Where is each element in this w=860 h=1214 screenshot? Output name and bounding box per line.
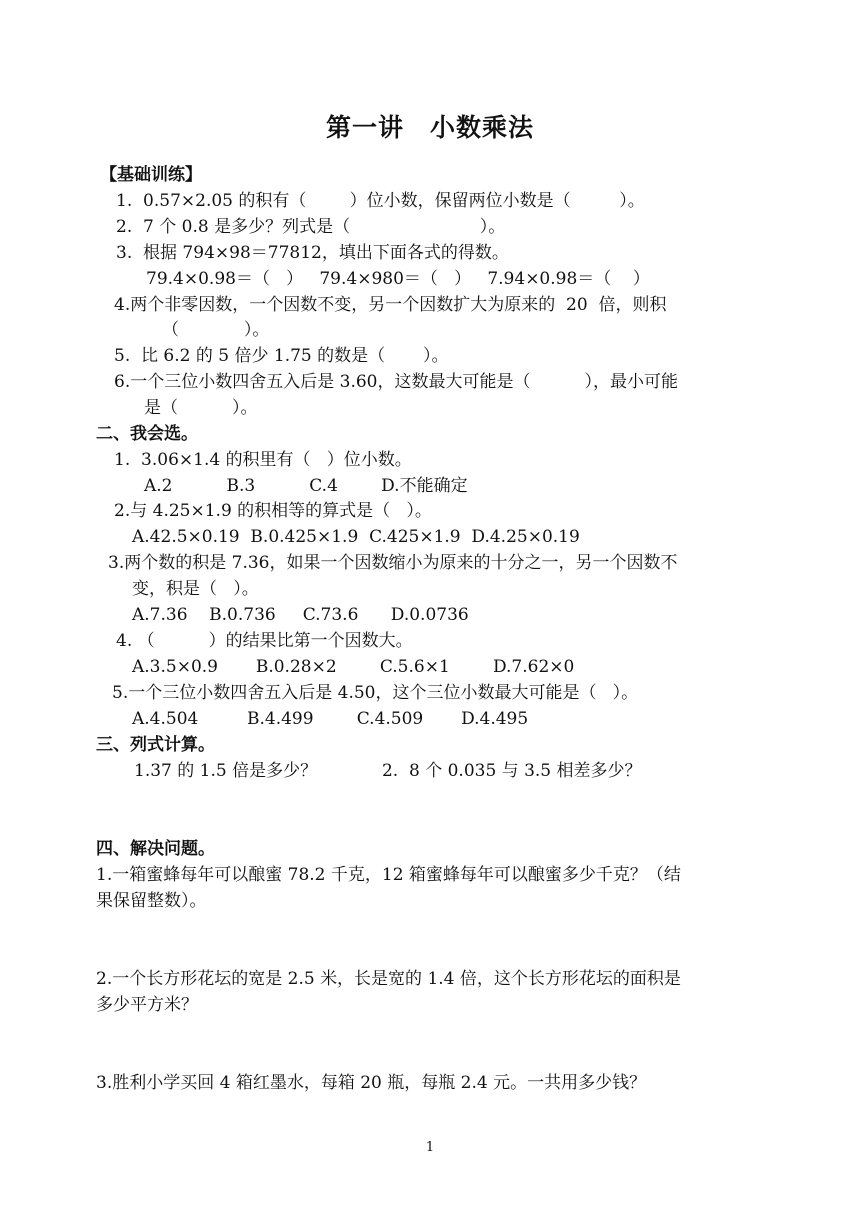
option-line: A.4.504 B.4.499 C.4.509 D.4.495: [132, 709, 529, 729]
question-line: 3. 根据 794×98＝77812，填出下面各式的得数。: [116, 243, 509, 263]
question-line: 果保留整数）。: [96, 891, 207, 911]
section-heading-calculation: 三、列式计算。: [96, 735, 215, 755]
question-line: 6.一个三位小数四舍五入后是 3.60，这数最大可能是（ ），最小可能: [114, 372, 679, 392]
question-line: 是（ ）。: [144, 398, 258, 418]
question-line: 5. 比 6.2 的 5 倍少 1.75 的数是（ ）。: [114, 346, 449, 366]
option-line: A.7.36 B.0.736 C.73.6 D.0.0736: [132, 605, 469, 625]
question-line: 3.两个数的积是 7.36，如果一个因数缩小为原来的十分之一，另一个因数不: [108, 553, 678, 573]
question-line: 79.4×0.98＝（ ） 79.4×980＝（ ） 7.94×0.98＝（ ）: [146, 269, 650, 289]
page-title: 第一讲 小数乘法: [325, 113, 534, 142]
page-number: 1: [425, 1140, 435, 1155]
option-line: A.3.5×0.9 B.0.28×2 C.5.6×1 D.7.62×0: [132, 657, 575, 677]
question-line: 5.一个三位小数四舍五入后是 4.50，这个三位小数最大可能是（ ）。: [112, 683, 639, 703]
question-line: 1. 0.57×2.05 的积有（ ）位小数，保留两位小数是（ ）。: [116, 191, 645, 211]
question-line: 2.与 4.25×1.9 的积相等的算式是（ ）。: [114, 501, 432, 521]
question-line: 4. （ ）的结果比第一个因数大。: [116, 631, 413, 651]
question-line: 1.一箱蜜蜂每年可以酿蜜 78.2 千克，12 箱蜜蜂每年可以酿蜜多少千克？（结: [96, 865, 681, 885]
option-line: A.42.5×0.19 B.0.425×1.9 C.425×1.9 D.4.25×0.19: [132, 527, 580, 547]
option-line: A.2 B.3 C.4 D.不能确定: [144, 476, 468, 496]
question-line: 2. 7 个 0.8 是多少？列式是（ ）。: [116, 217, 506, 237]
question-line: 1. 3.06×1.4 的积里有（ ）位小数。: [114, 450, 412, 470]
question-line: 2.一个长方形花坛的宽是 2.5 米，长是宽的 1.4 倍，这个长方形花坛的面积是: [96, 969, 681, 989]
question-line: （ ）。: [162, 320, 270, 340]
question-line: 4.两个非零因数，一个因数不变，另一个因数扩大为原来的 20 倍，则积: [114, 295, 667, 315]
question-line: 1.37 的 1.5 倍是多少？ 2. 8 个 0.035 与 3.5 相差多少？: [134, 761, 642, 781]
question-line: 变，积是（ ）。: [132, 579, 259, 599]
section-heading-choice: 二、我会选。: [96, 424, 198, 444]
question-line: 多少平方米？: [96, 995, 198, 1015]
question-line: 3.胜利小学买回 4 箱红墨水，每箱 20 瓶，每瓶 2.4 元。一共用多少钱？: [96, 1073, 647, 1093]
section-heading-problem-solving: 四、解决问题。: [96, 839, 215, 859]
section-heading-basic-training: 【基础训练】: [100, 165, 202, 185]
